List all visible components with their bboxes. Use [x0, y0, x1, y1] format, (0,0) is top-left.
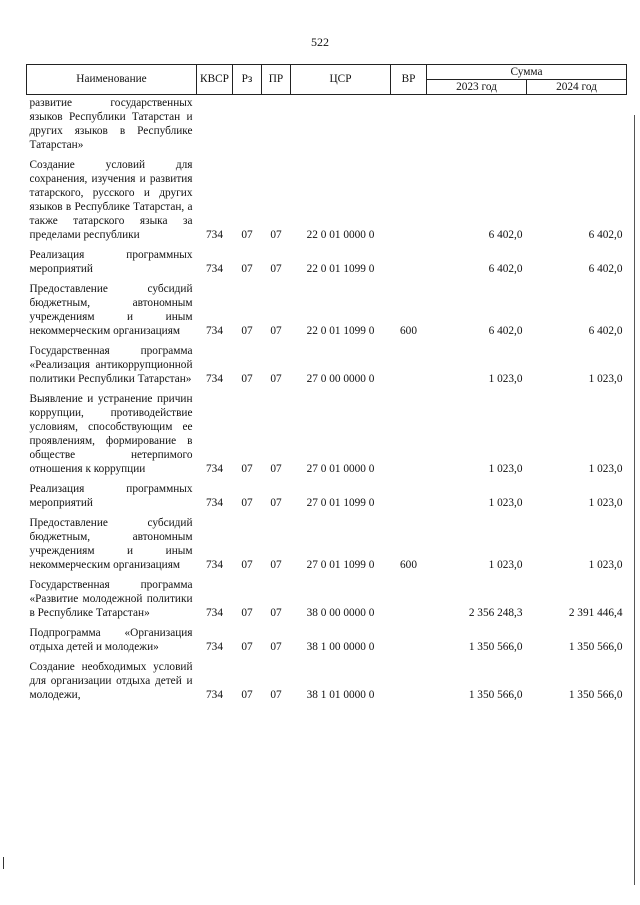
row-pr: 07 — [270, 325, 282, 337]
row-name: Создание условий для сохранения, изучения и развития татарского, русского и других языков в Республике Татарстан, а также татарского языка за пределами республики — [29, 159, 193, 241]
header-name: Наименование — [27, 65, 197, 95]
page-number: 522 — [311, 35, 329, 49]
row-name: развитие государственных языков Республики Татарстан и других языков в Республике Татарстан» — [29, 97, 193, 151]
table-row — [27, 281, 627, 343]
row-sum-2023: 1 023,0 — [488, 463, 523, 475]
row-pr — [262, 95, 291, 158]
row-pr: 07 — [270, 689, 282, 701]
row-vr — [391, 625, 427, 659]
row-csr — [291, 95, 391, 158]
table-row — [27, 481, 627, 515]
row-vr — [391, 481, 427, 515]
header-year-2024: 2024 год — [527, 80, 627, 95]
table-row — [27, 157, 627, 247]
row-kvsr — [197, 95, 233, 158]
row-sum-2024: 2 391 446,4 — [568, 607, 623, 619]
row-name: Реализация программных мероприятий — [29, 249, 193, 275]
row-sum-2023: 6 402,0 — [488, 263, 523, 275]
row-rz: 07 — [241, 689, 253, 701]
header-year-2023: 2023 год — [427, 80, 527, 95]
header-kvsr: КВСР — [197, 65, 233, 95]
row-name: Реализация программных мероприятий — [29, 483, 193, 509]
row-vr — [391, 157, 427, 247]
table-row — [27, 247, 627, 281]
row-pr: 07 — [270, 607, 282, 619]
row-sum-2023: 2 356 248,3 — [468, 607, 523, 619]
row-pr: 07 — [270, 641, 282, 653]
row-rz: 07 — [241, 641, 253, 653]
row-sum-2023: 1 023,0 — [488, 559, 523, 571]
row-csr: 22 0 01 1099 0 — [306, 263, 375, 275]
row-name: Государственная программа «Развитие молодежной политики в Республике Татарстан» — [29, 579, 193, 619]
row-csr: 38 1 00 0000 0 — [306, 641, 375, 653]
row-sum-2024: 1 023,0 — [588, 497, 623, 509]
row-sum-2024: 6 402,0 — [588, 263, 623, 275]
row-csr: 27 0 01 0000 0 — [306, 463, 375, 475]
row-rz: 07 — [241, 325, 253, 337]
table-body — [27, 95, 627, 708]
row-name: Выявление и устранение причин коррупции, противодействие условиям, способствующим ее проявлениям, формирование в обществе нетерпимого отношения к коррупции — [29, 393, 193, 475]
table-row — [27, 577, 627, 625]
row-rz: 07 — [241, 229, 253, 241]
table-row — [27, 391, 627, 481]
row-vr — [391, 95, 427, 158]
row-csr: 27 0 00 0000 0 — [306, 373, 375, 385]
row-sum-2024: 1 023,0 — [588, 373, 623, 385]
row-sum-2023 — [427, 95, 527, 158]
table-row — [27, 95, 627, 158]
row-rz: 07 — [241, 263, 253, 275]
row-csr: 27 0 01 1099 0 — [306, 497, 375, 509]
row-vr — [391, 343, 427, 391]
table-row — [27, 343, 627, 391]
row-kvsr: 734 — [206, 559, 223, 571]
row-kvsr: 734 — [206, 325, 223, 337]
row-name: Подпрограмма «Организация отдыха детей и молодежи» — [29, 627, 193, 653]
table-row — [27, 659, 627, 707]
scan-margin-mark — [3, 857, 4, 869]
scan-margin-line — [634, 115, 635, 885]
row-vr — [391, 577, 427, 625]
row-pr: 07 — [270, 373, 282, 385]
row-sum-2024 — [527, 95, 627, 158]
row-vr: 600 — [400, 559, 417, 571]
row-rz: 07 — [241, 497, 253, 509]
row-sum-2023: 1 350 566,0 — [468, 641, 523, 653]
row-kvsr: 734 — [206, 463, 223, 475]
row-rz: 07 — [241, 463, 253, 475]
row-kvsr: 734 — [206, 689, 223, 701]
row-sum-2023: 1 350 566,0 — [468, 689, 523, 701]
row-name: Предоставление субсидий бюджетным, автономным учреждениям и иным некоммерческим организациям — [29, 517, 193, 571]
header-vr: ВР — [391, 65, 427, 95]
row-kvsr: 734 — [206, 497, 223, 509]
header-sum: Сумма — [427, 65, 627, 80]
row-sum-2024: 6 402,0 — [588, 229, 623, 241]
row-pr: 07 — [270, 463, 282, 475]
row-rz: 07 — [241, 373, 253, 385]
row-rz — [233, 95, 262, 158]
row-vr — [391, 659, 427, 707]
row-sum-2024: 1 350 566,0 — [568, 641, 623, 653]
row-name: Создание необходимых условий для организации отдыха детей и молодежи, — [29, 661, 193, 701]
row-rz: 07 — [241, 559, 253, 571]
row-kvsr: 734 — [206, 607, 223, 619]
row-sum-2023: 1 023,0 — [488, 497, 523, 509]
row-csr: 22 0 01 1099 0 — [306, 325, 375, 337]
row-kvsr: 734 — [206, 641, 223, 653]
row-name: Государственная программа «Реализация антикоррупционной политики Республики Татарстан» — [29, 345, 193, 385]
header-rz: Рз — [233, 65, 262, 95]
row-kvsr: 734 — [206, 263, 223, 275]
row-pr: 07 — [270, 263, 282, 275]
row-sum-2024: 1 023,0 — [588, 463, 623, 475]
header-csr: ЦСР — [291, 65, 391, 95]
row-rz: 07 — [241, 607, 253, 619]
row-vr: 600 — [400, 325, 417, 337]
row-pr: 07 — [270, 559, 282, 571]
row-sum-2023: 1 023,0 — [488, 373, 523, 385]
budget-table — [26, 64, 627, 707]
row-kvsr: 734 — [206, 229, 223, 241]
row-vr — [391, 391, 427, 481]
row-vr — [391, 247, 427, 281]
row-sum-2024: 6 402,0 — [588, 325, 623, 337]
row-sum-2024: 1 350 566,0 — [568, 689, 623, 701]
row-csr: 38 0 00 0000 0 — [306, 607, 375, 619]
table-row — [27, 515, 627, 577]
table-row — [27, 625, 627, 659]
row-kvsr: 734 — [206, 373, 223, 385]
table-header — [27, 65, 627, 95]
header-pr: ПР — [262, 65, 291, 95]
row-pr: 07 — [270, 229, 282, 241]
row-name: Предоставление субсидий бюджетным, автономным учреждениям и иным некоммерческим организациям — [29, 283, 193, 337]
row-sum-2024: 1 023,0 — [588, 559, 623, 571]
row-csr: 22 0 01 0000 0 — [306, 229, 375, 241]
row-csr: 27 0 01 1099 0 — [306, 559, 375, 571]
row-sum-2023: 6 402,0 — [488, 229, 523, 241]
row-csr: 38 1 01 0000 0 — [306, 689, 375, 701]
row-sum-2023: 6 402,0 — [488, 325, 523, 337]
row-pr: 07 — [270, 497, 282, 509]
